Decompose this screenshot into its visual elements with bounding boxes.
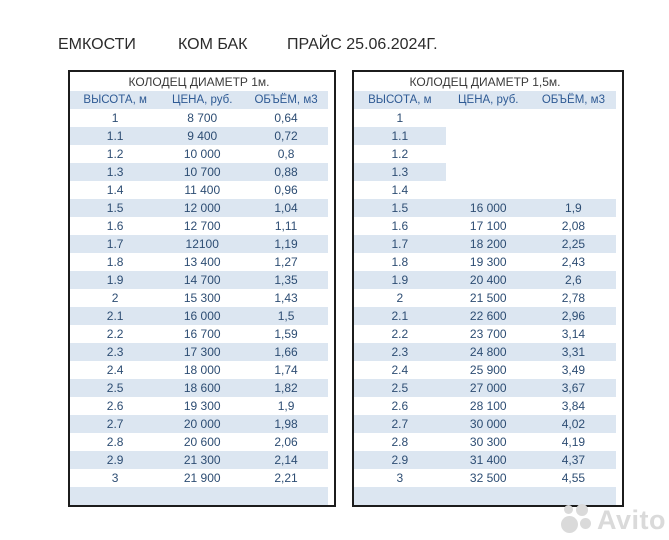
column-header-height: ВЫСОТА, м [83,94,147,106]
height-cell: 2 [396,291,404,305]
volume-cell: 3,31 [561,345,586,359]
table-row [354,127,616,145]
price-cell: 24 800 [469,345,507,359]
price-cell: 32 500 [469,471,507,485]
height-cell: 2.2 [106,327,124,341]
height-cell: 2.9 [106,453,124,467]
price-cell [160,487,244,505]
height-cell: 1.8 [391,255,409,269]
height-cell: 2.3 [106,345,124,359]
price-cell: 10 700 [183,165,221,179]
column-header-height: ВЫСОТА, м [368,94,432,106]
volume-cell: 2,96 [561,309,586,323]
price-cell: 16 000 [469,201,507,215]
price-cell: 21 300 [183,453,221,467]
height-cell: 1.1 [354,127,446,145]
volume-cell: 1,5 [277,309,295,323]
price-cell: 18 600 [183,381,221,395]
price-cell [446,109,531,127]
table-row [70,487,328,505]
price-cell: 27 000 [469,381,507,395]
volume-cell: 0,64 [274,111,298,125]
price-cell: 11 400 [184,183,221,197]
table-row [70,235,328,253]
height-cell: 1.3 [354,163,446,181]
height-cell: 2.5 [391,381,409,395]
height-cell: 2.8 [106,435,124,449]
volume-cell: 0,96 [274,183,298,197]
height-cell: 2.1 [106,309,124,323]
price-cell [446,127,531,145]
height-cell: 1.5 [391,201,409,215]
price-cell: 16 000 [183,309,221,323]
price-cell: 18 200 [469,237,507,251]
height-cell: 2.4 [106,363,124,377]
volume-cell: 0,88 [274,165,298,179]
height-cell: 3 [396,471,404,485]
price-cell: 30 000 [469,417,507,431]
table-row [70,379,328,397]
table-row [354,217,616,235]
price-cell: 25 900 [469,363,507,377]
price-cell: 8 700 [187,111,218,125]
column-header-volume: ОБЪЁМ, м3 [254,94,318,106]
height-cell: 1.6 [106,219,124,233]
table-row [70,361,328,379]
table-row [354,325,616,343]
table-row [70,145,328,163]
volume-cell [531,127,616,145]
height-cell: 2 [111,291,119,305]
table-row [354,433,616,451]
table-row [70,469,328,487]
table-row [354,379,616,397]
price-cell [446,145,531,163]
height-cell: 1.4 [391,183,409,197]
table-row [354,289,616,307]
price-cell: 14 700 [183,273,221,287]
table-row [70,163,328,181]
table-row [70,307,328,325]
table-row [354,163,616,181]
table-title: КОЛОДЕЦ ДИАМЕТР 1м. [128,75,270,89]
volume-cell: 0,8 [277,147,295,161]
volume-cell: 2,08 [561,219,586,233]
table-row [70,415,328,433]
height-cell: 2.3 [391,345,409,359]
table-header-row [70,91,328,109]
price-cell [446,487,531,505]
height-cell: 2.8 [391,435,409,449]
page-title [0,36,669,58]
height-cell: 1.7 [106,237,124,251]
price-cell [446,181,531,199]
price-cell: 12 000 [183,201,221,215]
table-row [354,235,616,253]
height-cell: 1.4 [106,183,124,197]
volume-cell: 4,02 [561,417,586,431]
height-cell: 2.9 [391,453,409,467]
height-cell: 2.2 [391,327,409,341]
volume-cell: 1,19 [274,237,298,251]
table-row [70,181,328,199]
table-row [354,199,616,217]
height-cell: 1.6 [391,219,409,233]
price-cell: 12 700 [183,219,221,233]
table-header-row [354,91,616,109]
volume-cell: 4,19 [561,435,586,449]
table-row [70,433,328,451]
table-row [354,109,616,127]
price-cell: 20 400 [469,273,507,287]
price-cell: 21 900 [183,471,221,485]
table-row [354,415,616,433]
price-cell: 12100 [185,237,219,251]
height-cell: 2.6 [106,399,124,413]
table-row [354,343,616,361]
price-cell: 15 300 [183,291,221,305]
price-cell: 18 000 [183,363,221,377]
height-cell: 1 [111,111,119,125]
table-row [354,253,616,271]
volume-cell: 1,11 [274,219,298,233]
price-cell: 13 400 [183,255,221,269]
volume-cell: 4,55 [561,471,586,485]
volume-cell: 1,43 [274,291,298,305]
volume-cell: 2,06 [274,435,298,449]
price-cell: 21 500 [469,291,507,305]
volume-cell: 3,49 [561,363,586,377]
volume-cell: 2,78 [561,291,586,305]
height-cell: 1.2 [106,147,124,161]
height-cell: 1.8 [106,255,124,269]
column-header-price: ЦЕНА, руб. [458,94,519,106]
height-cell: 1.9 [106,273,124,287]
table-row [70,397,328,415]
title-segment-price-date: ПРАЙС 25.06.2024Г. [287,36,438,53]
table-row [70,199,328,217]
table-row [70,253,328,271]
volume-cell: 1,66 [274,345,298,359]
price-cell: 20 000 [183,417,221,431]
table-row [70,127,328,145]
height-cell: 2.1 [391,309,409,323]
volume-cell: 1,98 [274,417,298,431]
column-header-volume: ОБЪЁМ, м3 [541,94,605,106]
height-cell: 2.6 [391,399,409,413]
volume-cell: 1,59 [274,327,298,341]
volume-cell: 3,14 [561,327,586,341]
height-cell: 1.3 [106,165,124,179]
table-row [70,325,328,343]
table-rows [70,109,328,505]
volume-cell: 2,25 [561,237,586,251]
volume-cell [531,145,616,163]
height-cell: 1.7 [391,237,409,251]
price-cell: 31 400 [469,453,507,467]
height-cell: 1.5 [106,201,124,215]
volume-cell: 2,21 [274,471,298,485]
price-cell: 16 700 [183,327,221,341]
price-table-diameter-1-5m [352,70,624,507]
height-cell: 2.7 [106,417,124,431]
height-cell: 2.4 [391,363,409,377]
price-cell: 10 000 [183,147,221,161]
volume-cell [531,181,616,199]
price-table-diameter-1m [68,70,336,507]
volume-cell: 3,84 [561,399,586,413]
price-cell: 30 300 [469,435,507,449]
price-cell: 19 300 [183,399,221,413]
table-title: КОЛОДЕЦ ДИАМЕТР 1,5м. [409,75,561,89]
table-row [354,145,616,163]
table-row [354,469,616,487]
table-row [354,181,616,199]
avito-logo-icon [561,504,595,536]
table-rows [354,109,616,505]
table-row [354,451,616,469]
height-cell: 1.1 [106,129,124,143]
volume-cell: 1,27 [274,255,298,269]
volume-cell: 4,37 [561,453,586,467]
volume-cell: 3,67 [561,381,586,395]
height-cell: 2.5 [106,381,124,395]
volume-cell: 0,72 [274,129,298,143]
volume-cell [531,163,616,181]
title-segment-kom-bak: КОМ БАК [178,36,248,53]
price-cell: 28 100 [469,399,507,413]
volume-cell: 1,82 [274,381,298,395]
table-row [70,451,328,469]
price-cell: 23 700 [469,327,507,341]
table-row [354,307,616,325]
volume-cell: 1,04 [274,201,298,215]
price-cell: 20 600 [183,435,221,449]
volume-cell: 2,6 [565,273,582,287]
volume-cell [531,109,616,127]
title-segment-emkosti: ЕМКОСТИ [58,36,136,53]
height-cell: 2.7 [391,417,409,431]
price-cell: 17 300 [183,345,221,359]
price-cell [446,163,531,181]
price-cell: 19 300 [469,255,507,269]
table-row [70,109,328,127]
table-row [70,217,328,235]
price-cell: 22 600 [469,309,507,323]
volume-cell: 1,9 [277,399,295,413]
volume-cell: 2,43 [561,255,586,269]
table-row [70,343,328,361]
height-cell [354,487,446,505]
height-cell [70,487,160,505]
height-cell: 1.9 [391,273,409,287]
height-cell: 1 [396,111,404,125]
volume-cell [244,487,328,505]
table-row [354,271,616,289]
table-row [70,289,328,307]
volume-cell: 1,74 [274,363,298,377]
avito-watermark-text: Avito [597,504,666,535]
height-cell: 1.2 [391,147,409,161]
table-row [354,361,616,379]
table-row [70,271,328,289]
volume-cell: 2,14 [274,453,298,467]
table-row [354,397,616,415]
column-header-price: ЦЕНА, руб. [171,94,233,106]
volume-cell: 1,35 [274,273,298,287]
price-cell: 17 100 [469,219,507,233]
avito-watermark [561,503,666,537]
height-cell: 3 [111,471,119,485]
price-cell: 9 400 [187,129,218,143]
volume-cell: 1,9 [565,201,582,215]
